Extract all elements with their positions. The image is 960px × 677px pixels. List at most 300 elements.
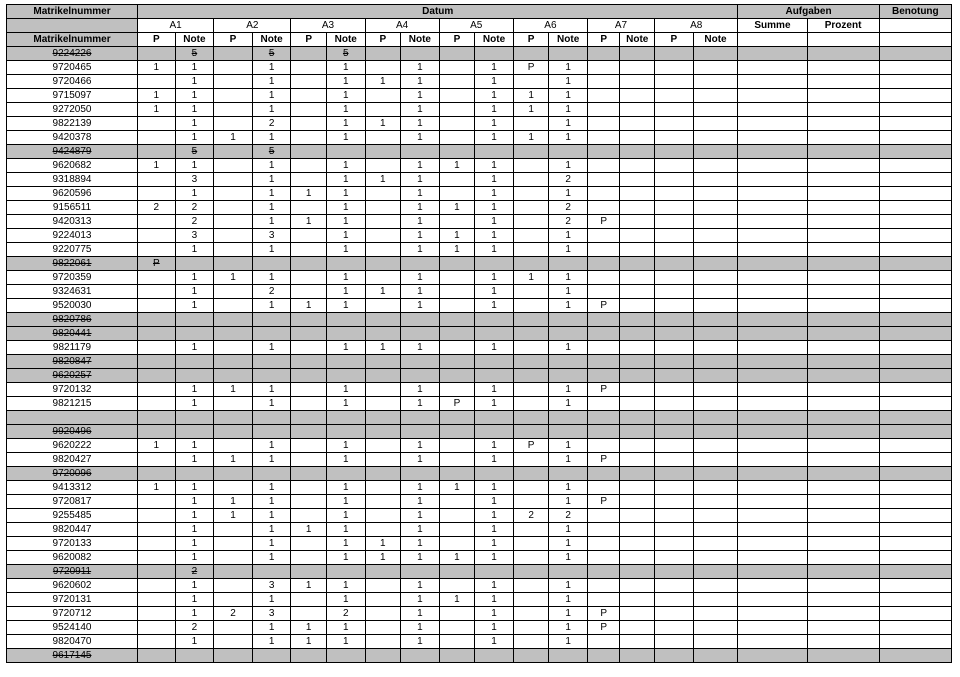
note-cell-a4[interactable]: 1	[401, 285, 440, 299]
p-cell-a6[interactable]: P	[513, 61, 549, 75]
note-cell-a2[interactable]: 3	[252, 579, 291, 593]
note-cell-a6[interactable]	[549, 467, 588, 481]
note-cell-a3[interactable]: 5	[326, 47, 365, 61]
summe-cell[interactable]	[738, 411, 807, 425]
p-cell-a2[interactable]	[214, 117, 253, 131]
p-cell-a4[interactable]	[365, 145, 401, 159]
summe-cell[interactable]	[738, 47, 807, 61]
benotung-cell[interactable]	[879, 243, 951, 257]
note-cell-a2[interactable]	[252, 355, 291, 369]
summe-cell[interactable]	[738, 159, 807, 173]
note-cell-a3[interactable]: 1	[326, 397, 365, 411]
p-cell-a5[interactable]	[439, 215, 475, 229]
matrikelnummer-cell[interactable]: 9620602	[7, 579, 138, 593]
p-cell-a1[interactable]	[138, 313, 176, 327]
note-cell-a5[interactable]: 1	[475, 299, 514, 313]
note-cell-a1[interactable]	[175, 411, 214, 425]
header-aufgaben[interactable]: Aufgaben	[738, 5, 879, 19]
note-cell-a6[interactable]: 1	[549, 299, 588, 313]
note-cell-a1[interactable]	[175, 313, 214, 327]
p-cell-a3[interactable]	[291, 439, 327, 453]
note-cell-a7[interactable]	[620, 411, 655, 425]
note-cell-a8[interactable]	[693, 579, 738, 593]
note-cell-a3[interactable]: 1	[326, 117, 365, 131]
p-cell-a6[interactable]	[513, 257, 549, 271]
note-cell-a5[interactable]: 1	[475, 453, 514, 467]
note-cell-a8[interactable]	[693, 439, 738, 453]
note-cell-a8[interactable]	[693, 61, 738, 75]
note-cell-a3[interactable]: 1	[326, 243, 365, 257]
prozent-cell[interactable]	[807, 439, 879, 453]
p-cell-a6[interactable]	[513, 75, 549, 89]
p-cell-a8[interactable]	[655, 397, 694, 411]
note-cell-a1[interactable]	[175, 257, 214, 271]
summe-cell[interactable]	[738, 173, 807, 187]
note-cell-a6[interactable]: 1	[549, 89, 588, 103]
note-cell-a1[interactable]: 1	[175, 285, 214, 299]
note-cell-a1[interactable]	[175, 649, 214, 663]
benotung-cell[interactable]	[879, 509, 951, 523]
p-cell-a4[interactable]	[365, 299, 401, 313]
note-cell-a3[interactable]: 1	[326, 75, 365, 89]
note-cell-a3[interactable]: 1	[326, 593, 365, 607]
header-p-a1[interactable]: P	[138, 33, 176, 47]
note-cell-a2[interactable]: 1	[252, 271, 291, 285]
benotung-cell[interactable]	[879, 89, 951, 103]
note-cell-a3[interactable]	[326, 425, 365, 439]
prozent-cell[interactable]	[807, 467, 879, 481]
p-cell-a6[interactable]	[513, 453, 549, 467]
p-cell-a5[interactable]: 1	[439, 243, 475, 257]
header-row-label[interactable]: Matrikelnummer	[7, 33, 138, 47]
p-cell-a4[interactable]	[365, 327, 401, 341]
p-cell-a1[interactable]: P	[138, 257, 176, 271]
p-cell-a3[interactable]	[291, 313, 327, 327]
p-cell-a2[interactable]: 1	[214, 453, 253, 467]
note-cell-a1[interactable]: 1	[175, 243, 214, 257]
note-cell-a6[interactable]: 2	[549, 173, 588, 187]
p-cell-a6[interactable]	[513, 425, 549, 439]
note-cell-a5[interactable]: 1	[475, 229, 514, 243]
p-cell-a7[interactable]	[587, 89, 620, 103]
note-cell-a5[interactable]	[475, 327, 514, 341]
header-p-a8[interactable]: P	[655, 33, 694, 47]
p-cell-a2[interactable]	[214, 159, 253, 173]
note-cell-a6[interactable]: 1	[549, 187, 588, 201]
benotung-cell[interactable]	[879, 257, 951, 271]
note-cell-a4[interactable]: 1	[401, 173, 440, 187]
p-cell-a5[interactable]	[439, 467, 475, 481]
header-p-a4[interactable]: P	[365, 33, 401, 47]
p-cell-a8[interactable]	[655, 131, 694, 145]
p-cell-a5[interactable]: 1	[439, 551, 475, 565]
p-cell-a3[interactable]	[291, 61, 327, 75]
note-cell-a4[interactable]	[401, 355, 440, 369]
p-cell-a4[interactable]	[365, 481, 401, 495]
benotung-cell[interactable]	[879, 439, 951, 453]
p-cell-a7[interactable]	[587, 579, 620, 593]
note-cell-a1[interactable]	[175, 355, 214, 369]
matrikelnummer-cell[interactable]: 9822139	[7, 117, 138, 131]
matrikelnummer-cell[interactable]: 9413312	[7, 481, 138, 495]
p-cell-a1[interactable]	[138, 453, 176, 467]
note-cell-a4[interactable]	[401, 467, 440, 481]
prozent-cell[interactable]	[807, 649, 879, 663]
p-cell-a3[interactable]	[291, 467, 327, 481]
p-cell-a2[interactable]	[214, 47, 253, 61]
note-cell-a1[interactable]: 1	[175, 495, 214, 509]
note-cell-a2[interactable]: 1	[252, 243, 291, 257]
benotung-cell[interactable]	[879, 159, 951, 173]
p-cell-a2[interactable]	[214, 551, 253, 565]
note-cell-a1[interactable]	[175, 327, 214, 341]
note-cell-a2[interactable]: 1	[252, 187, 291, 201]
note-cell-a6[interactable]	[549, 565, 588, 579]
prozent-cell[interactable]	[807, 621, 879, 635]
p-cell-a2[interactable]: 1	[214, 131, 253, 145]
p-cell-a2[interactable]	[214, 173, 253, 187]
note-cell-a8[interactable]	[693, 495, 738, 509]
note-cell-a5[interactable]: 1	[475, 131, 514, 145]
note-cell-a6[interactable]	[549, 47, 588, 61]
summe-cell[interactable]	[738, 467, 807, 481]
matrikelnummer-cell[interactable]: 9220775	[7, 243, 138, 257]
benotung-cell[interactable]	[879, 299, 951, 313]
note-cell-a2[interactable]: 2	[252, 285, 291, 299]
p-cell-a2[interactable]	[214, 229, 253, 243]
benotung-cell[interactable]	[879, 313, 951, 327]
p-cell-a1[interactable]	[138, 229, 176, 243]
note-cell-a2[interactable]: 5	[252, 145, 291, 159]
p-cell-a3[interactable]	[291, 551, 327, 565]
p-cell-a7[interactable]	[587, 117, 620, 131]
note-cell-a2[interactable]	[252, 565, 291, 579]
note-cell-a1[interactable]: 1	[175, 397, 214, 411]
p-cell-a3[interactable]	[291, 411, 327, 425]
p-cell-a4[interactable]: 1	[365, 551, 401, 565]
p-cell-a8[interactable]	[655, 369, 694, 383]
p-cell-a4[interactable]: 1	[365, 173, 401, 187]
p-cell-a2[interactable]	[214, 467, 253, 481]
note-cell-a7[interactable]	[620, 467, 655, 481]
note-cell-a6[interactable]: 1	[549, 593, 588, 607]
p-cell-a5[interactable]	[439, 355, 475, 369]
note-cell-a6[interactable]	[549, 411, 588, 425]
p-cell-a1[interactable]	[138, 621, 176, 635]
p-cell-a6[interactable]	[513, 313, 549, 327]
note-cell-a5[interactable]	[475, 565, 514, 579]
note-cell-a3[interactable]: 1	[326, 453, 365, 467]
p-cell-a2[interactable]	[214, 243, 253, 257]
note-cell-a6[interactable]	[549, 257, 588, 271]
p-cell-a8[interactable]	[655, 187, 694, 201]
note-cell-a4[interactable]	[401, 257, 440, 271]
p-cell-a7[interactable]	[587, 173, 620, 187]
p-cell-a7[interactable]	[587, 61, 620, 75]
note-cell-a3[interactable]	[326, 313, 365, 327]
summe-cell[interactable]	[738, 117, 807, 131]
note-cell-a1[interactable]: 2	[175, 621, 214, 635]
matrikelnummer-cell[interactable]: 9524140	[7, 621, 138, 635]
note-cell-a4[interactable]: 1	[401, 621, 440, 635]
p-cell-a5[interactable]	[439, 649, 475, 663]
benotung-cell[interactable]	[879, 495, 951, 509]
p-cell-a8[interactable]	[655, 467, 694, 481]
prozent-cell[interactable]	[807, 145, 879, 159]
note-cell-a3[interactable]	[326, 411, 365, 425]
note-cell-a5[interactable]	[475, 411, 514, 425]
summe-cell[interactable]	[738, 215, 807, 229]
header-note-a8[interactable]: Note	[693, 33, 738, 47]
note-cell-a4[interactable]: 1	[401, 243, 440, 257]
p-cell-a8[interactable]	[655, 453, 694, 467]
note-cell-a7[interactable]	[620, 621, 655, 635]
note-cell-a4[interactable]	[401, 411, 440, 425]
p-cell-a6[interactable]: 1	[513, 131, 549, 145]
p-cell-a4[interactable]	[365, 229, 401, 243]
note-cell-a2[interactable]	[252, 369, 291, 383]
p-cell-a7[interactable]	[587, 481, 620, 495]
note-cell-a3[interactable]: 1	[326, 481, 365, 495]
p-cell-a5[interactable]	[439, 103, 475, 117]
p-cell-a8[interactable]	[655, 299, 694, 313]
p-cell-a5[interactable]	[439, 565, 475, 579]
note-cell-a5[interactable]: 1	[475, 103, 514, 117]
p-cell-a3[interactable]	[291, 397, 327, 411]
note-cell-a7[interactable]	[620, 635, 655, 649]
p-cell-a6[interactable]	[513, 593, 549, 607]
note-cell-a7[interactable]	[620, 61, 655, 75]
benotung-cell[interactable]	[879, 621, 951, 635]
benotung-cell[interactable]	[879, 453, 951, 467]
summe-cell[interactable]	[738, 75, 807, 89]
matrikelnummer-cell[interactable]: 9720466	[7, 75, 138, 89]
matrikelnummer-cell[interactable]: 9820786	[7, 313, 138, 327]
p-cell-a2[interactable]	[214, 103, 253, 117]
summe-cell[interactable]	[738, 621, 807, 635]
note-cell-a3[interactable]: 1	[326, 579, 365, 593]
p-cell-a1[interactable]	[138, 355, 176, 369]
matrikelnummer-cell[interactable]: 9424879	[7, 145, 138, 159]
note-cell-a4[interactable]: 1	[401, 593, 440, 607]
matrikelnummer-cell[interactable]: 9156511	[7, 201, 138, 215]
note-cell-a3[interactable]	[326, 145, 365, 159]
header-benotung-blank[interactable]	[879, 19, 951, 33]
p-cell-a5[interactable]	[439, 131, 475, 145]
p-cell-a3[interactable]	[291, 327, 327, 341]
note-cell-a1[interactable]: 1	[175, 579, 214, 593]
note-cell-a6[interactable]: 1	[549, 579, 588, 593]
header-p-a2[interactable]: P	[214, 33, 253, 47]
p-cell-a7[interactable]: P	[587, 299, 620, 313]
note-cell-a2[interactable]: 1	[252, 299, 291, 313]
note-cell-a7[interactable]	[620, 89, 655, 103]
p-cell-a3[interactable]	[291, 47, 327, 61]
note-cell-a4[interactable]	[401, 145, 440, 159]
note-cell-a2[interactable]: 2	[252, 117, 291, 131]
p-cell-a8[interactable]	[655, 173, 694, 187]
note-cell-a8[interactable]	[693, 159, 738, 173]
note-cell-a1[interactable]: 2	[175, 201, 214, 215]
note-cell-a1[interactable]: 1	[175, 383, 214, 397]
p-cell-a1[interactable]	[138, 649, 176, 663]
header-note-a3[interactable]: Note	[326, 33, 365, 47]
note-cell-a8[interactable]	[693, 537, 738, 551]
note-cell-a8[interactable]	[693, 467, 738, 481]
note-cell-a3[interactable]	[326, 355, 365, 369]
p-cell-a7[interactable]	[587, 145, 620, 159]
p-cell-a6[interactable]	[513, 537, 549, 551]
p-cell-a7[interactable]: P	[587, 607, 620, 621]
p-cell-a6[interactable]: 1	[513, 89, 549, 103]
p-cell-a1[interactable]	[138, 523, 176, 537]
p-cell-a8[interactable]	[655, 593, 694, 607]
p-cell-a4[interactable]	[365, 607, 401, 621]
note-cell-a7[interactable]	[620, 327, 655, 341]
p-cell-a6[interactable]	[513, 481, 549, 495]
note-cell-a2[interactable]	[252, 425, 291, 439]
p-cell-a2[interactable]	[214, 187, 253, 201]
p-cell-a5[interactable]	[439, 89, 475, 103]
p-cell-a6[interactable]	[513, 285, 549, 299]
note-cell-a8[interactable]	[693, 425, 738, 439]
note-cell-a4[interactable]	[401, 425, 440, 439]
note-cell-a3[interactable]: 1	[326, 537, 365, 551]
p-cell-a7[interactable]	[587, 551, 620, 565]
p-cell-a4[interactable]: 1	[365, 341, 401, 355]
p-cell-a4[interactable]	[365, 355, 401, 369]
note-cell-a7[interactable]	[620, 607, 655, 621]
note-cell-a4[interactable]	[401, 327, 440, 341]
p-cell-a3[interactable]: 1	[291, 635, 327, 649]
note-cell-a8[interactable]	[693, 173, 738, 187]
note-cell-a4[interactable]: 1	[401, 439, 440, 453]
matrikelnummer-cell[interactable]: 9720465	[7, 61, 138, 75]
note-cell-a8[interactable]	[693, 565, 738, 579]
prozent-cell[interactable]	[807, 61, 879, 75]
note-cell-a5[interactable]: 1	[475, 607, 514, 621]
note-cell-a6[interactable]: 1	[549, 537, 588, 551]
p-cell-a4[interactable]	[365, 215, 401, 229]
p-cell-a3[interactable]	[291, 481, 327, 495]
note-cell-a4[interactable]: 1	[401, 481, 440, 495]
p-cell-a6[interactable]	[513, 159, 549, 173]
p-cell-a4[interactable]	[365, 187, 401, 201]
p-cell-a2[interactable]: 1	[214, 509, 253, 523]
benotung-cell[interactable]	[879, 537, 951, 551]
benotung-cell[interactable]	[879, 229, 951, 243]
p-cell-a2[interactable]	[214, 565, 253, 579]
p-cell-a3[interactable]	[291, 383, 327, 397]
note-cell-a3[interactable]: 1	[326, 173, 365, 187]
note-cell-a6[interactable]: 1	[549, 243, 588, 257]
p-cell-a3[interactable]	[291, 173, 327, 187]
note-cell-a4[interactable]: 1	[401, 299, 440, 313]
p-cell-a8[interactable]	[655, 537, 694, 551]
note-cell-a3[interactable]: 1	[326, 439, 365, 453]
prozent-cell[interactable]	[807, 229, 879, 243]
p-cell-a3[interactable]	[291, 285, 327, 299]
matrikelnummer-cell[interactable]: 9520030	[7, 299, 138, 313]
header-assignment-a2[interactable]: A2	[214, 19, 291, 33]
summe-cell[interactable]	[738, 649, 807, 663]
p-cell-a1[interactable]	[138, 145, 176, 159]
p-cell-a2[interactable]	[214, 257, 253, 271]
p-cell-a1[interactable]: 1	[138, 481, 176, 495]
benotung-cell[interactable]	[879, 593, 951, 607]
note-cell-a5[interactable]: 1	[475, 481, 514, 495]
p-cell-a7[interactable]	[587, 425, 620, 439]
p-cell-a7[interactable]: P	[587, 621, 620, 635]
matrikelnummer-cell[interactable]: 9272050	[7, 103, 138, 117]
note-cell-a4[interactable]: 1	[401, 551, 440, 565]
note-cell-a7[interactable]	[620, 75, 655, 89]
summe-cell[interactable]	[738, 187, 807, 201]
p-cell-a7[interactable]	[587, 243, 620, 257]
note-cell-a3[interactable]: 1	[326, 285, 365, 299]
header-assignment-a1[interactable]: A1	[138, 19, 214, 33]
p-cell-a7[interactable]	[587, 565, 620, 579]
note-cell-a8[interactable]	[693, 369, 738, 383]
p-cell-a2[interactable]	[214, 579, 253, 593]
note-cell-a2[interactable]: 1	[252, 341, 291, 355]
p-cell-a8[interactable]	[655, 607, 694, 621]
note-cell-a5[interactable]: 1	[475, 509, 514, 523]
note-cell-a4[interactable]: 1	[401, 383, 440, 397]
note-cell-a7[interactable]	[620, 117, 655, 131]
note-cell-a6[interactable]: 1	[549, 481, 588, 495]
summe-cell[interactable]	[738, 271, 807, 285]
note-cell-a3[interactable]: 1	[326, 621, 365, 635]
note-cell-a1[interactable]: 1	[175, 439, 214, 453]
p-cell-a7[interactable]	[587, 159, 620, 173]
note-cell-a7[interactable]	[620, 159, 655, 173]
note-cell-a8[interactable]	[693, 271, 738, 285]
note-cell-a6[interactable]: 1	[549, 523, 588, 537]
note-cell-a7[interactable]	[620, 355, 655, 369]
benotung-cell[interactable]	[879, 355, 951, 369]
p-cell-a7[interactable]: P	[587, 215, 620, 229]
p-cell-a2[interactable]: 1	[214, 383, 253, 397]
matrikelnummer-cell[interactable]: 9620682	[7, 159, 138, 173]
note-cell-a3[interactable]: 1	[326, 383, 365, 397]
p-cell-a6[interactable]	[513, 523, 549, 537]
p-cell-a8[interactable]	[655, 341, 694, 355]
p-cell-a3[interactable]: 1	[291, 621, 327, 635]
note-cell-a4[interactable]: 1	[401, 453, 440, 467]
note-cell-a5[interactable]: 1	[475, 243, 514, 257]
p-cell-a4[interactable]	[365, 621, 401, 635]
prozent-cell[interactable]	[807, 75, 879, 89]
p-cell-a5[interactable]	[439, 453, 475, 467]
note-cell-a1[interactable]: 2	[175, 215, 214, 229]
p-cell-a3[interactable]	[291, 145, 327, 159]
note-cell-a6[interactable]	[549, 313, 588, 327]
note-cell-a5[interactable]: 1	[475, 117, 514, 131]
p-cell-a1[interactable]	[138, 173, 176, 187]
note-cell-a4[interactable]: 1	[401, 271, 440, 285]
note-cell-a5[interactable]: 1	[475, 285, 514, 299]
note-cell-a7[interactable]	[620, 173, 655, 187]
p-cell-a6[interactable]	[513, 299, 549, 313]
p-cell-a5[interactable]: 1	[439, 159, 475, 173]
benotung-cell[interactable]	[879, 579, 951, 593]
benotung-cell[interactable]	[879, 201, 951, 215]
prozent-cell[interactable]	[807, 523, 879, 537]
benotung-cell[interactable]	[879, 369, 951, 383]
p-cell-a2[interactable]	[214, 523, 253, 537]
p-cell-a2[interactable]	[214, 537, 253, 551]
